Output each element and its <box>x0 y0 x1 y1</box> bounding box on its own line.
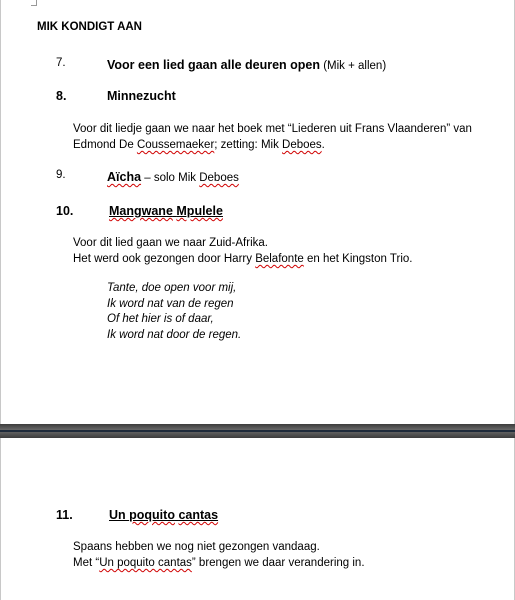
spellcheck-word: cantas <box>178 508 219 522</box>
spellcheck-word: poquito <box>129 508 175 522</box>
spellcheck-word: Deboes <box>282 139 322 151</box>
spellcheck-word: Mangwane <box>109 204 173 218</box>
text-run: en het Kingston Trio. <box>303 253 413 265</box>
spellcheck-word: Belafonte <box>255 253 304 265</box>
text-run: . <box>321 139 325 151</box>
poem-line: Tante, doe open voor mij, <box>107 282 237 294</box>
item-9-note-b: Deboes <box>199 172 239 184</box>
item-8-title: Minnezucht <box>107 89 176 103</box>
spellcheck-word: Mpulele <box>176 204 223 218</box>
spellcheck-word: Un poquito cantas <box>99 557 192 569</box>
document-page-2 <box>0 438 515 600</box>
text-run: Un <box>109 508 130 522</box>
page-corner-mark <box>31 0 37 6</box>
text-run: Met “ <box>73 557 100 569</box>
item-10-title <box>109 204 223 218</box>
text-run: ” brengen we daar verandering in. <box>191 557 365 569</box>
item-9-heading <box>107 168 239 186</box>
item-7-title: Voor een lied gaan alle deuren open <box>107 58 321 72</box>
item-7-heading <box>107 56 386 74</box>
section-header: MIK KONDIGT AAN <box>37 21 142 33</box>
poem-line: Of het hier is of daar, <box>107 313 214 325</box>
poem-line: Ik word nat door de regen. <box>107 328 242 341</box>
item-11-line-2 <box>73 555 365 571</box>
text-run: Het werd ook gezongen door Harry <box>73 253 256 265</box>
item-7-note: (Mik + allen) <box>320 60 387 72</box>
item-10-paragraph <box>73 235 412 267</box>
item-11-line-1: Spaans hebben we nog niet gezongen vandaag. <box>73 541 320 553</box>
item-11-title <box>109 508 218 522</box>
item-8-paragraph <box>73 121 472 153</box>
page-break-line <box>0 430 515 432</box>
item-9-title: Aïcha <box>107 170 142 184</box>
item-8-line-2 <box>73 137 472 153</box>
spellcheck-word: Coussemaeker <box>136 139 215 151</box>
item-number-8: 8. <box>56 89 67 103</box>
text-run: Edmond De <box>73 139 137 151</box>
item-10-line-1: Voor dit lied gaan we naar Zuid-Afrika. <box>73 237 268 249</box>
item-number-10: 10. <box>56 204 74 218</box>
item-9-note-a: – solo Mik <box>141 172 200 184</box>
text-run: ; zetting: Mik <box>214 139 283 151</box>
item-10-line-2 <box>73 251 412 267</box>
item-number-7: 7. <box>56 57 66 69</box>
item-11-paragraph <box>73 539 365 571</box>
item-number-9: 9. <box>56 169 66 181</box>
item-10-poem <box>107 281 241 343</box>
poem-line: Ik word nat van de regen <box>107 297 234 310</box>
item-8-line-1: Voor dit liedje gaan we naar het boek met “Liederen uit Frans Vlaanderen” van <box>73 123 472 135</box>
item-number-11: 11. <box>56 508 73 522</box>
